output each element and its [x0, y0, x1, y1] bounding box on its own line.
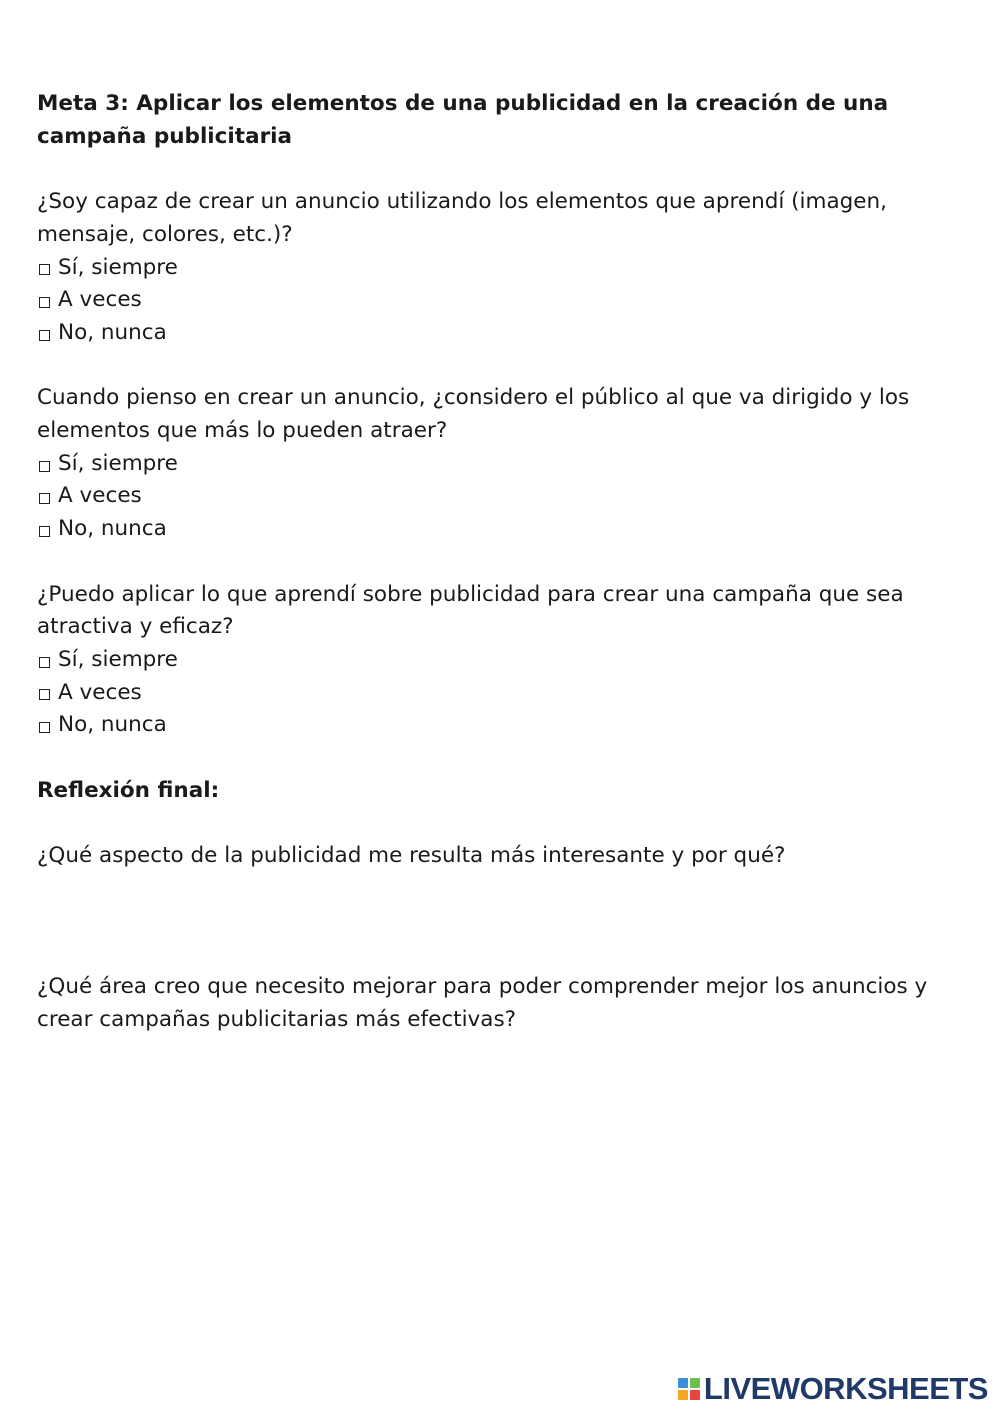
option-never[interactable] — [37, 709, 937, 742]
liveworksheets-logo-icon — [678, 1378, 700, 1400]
reflection-title: Reflexión final: — [37, 777, 220, 803]
option-label: Sí, siempre — [58, 254, 178, 280]
option-label: No, nunca — [58, 319, 167, 345]
checkbox-icon[interactable] — [39, 689, 50, 700]
checkbox-icon[interactable] — [39, 330, 50, 341]
checkbox-icon[interactable] — [39, 297, 50, 308]
option-always[interactable] — [37, 644, 937, 677]
open-question-1: ¿Qué aspecto de la publicidad me resulta más interesante y por qué? — [37, 843, 786, 869]
worksheet-page — [37, 88, 937, 1036]
answer-area-1[interactable] — [37, 873, 937, 971]
goal-heading: Meta 3: Aplicar los elementos de una publicidad en la creación de una campaña publicitaria — [37, 91, 889, 149]
logo-square — [678, 1378, 688, 1388]
option-label: A veces — [58, 483, 142, 509]
question-text: ¿Puedo aplicar lo que aprendí sobre publicidad para crear una campaña que sea atractiva y eficaz? — [37, 581, 904, 640]
option-label: No, nunca — [58, 712, 167, 738]
option-sometimes[interactable] — [37, 677, 937, 710]
checkbox-icon[interactable] — [39, 493, 50, 504]
option-sometimes[interactable] — [37, 480, 937, 513]
question-block-3 — [37, 579, 937, 743]
option-label: No, nunca — [58, 516, 167, 542]
checkbox-icon[interactable] — [39, 657, 50, 668]
option-label: Sí, siempre — [58, 646, 178, 672]
question-block-1 — [37, 186, 937, 350]
checkbox-icon[interactable] — [39, 526, 50, 537]
option-label: Sí, siempre — [58, 450, 178, 476]
logo-square — [678, 1390, 688, 1400]
option-always[interactable] — [37, 448, 937, 481]
option-sometimes[interactable] — [37, 284, 937, 317]
logo-text: LIVEWORKSHEETS — [703, 1371, 988, 1406]
option-label: A veces — [58, 287, 142, 313]
option-label: A veces — [58, 679, 142, 705]
checkbox-icon[interactable] — [39, 461, 50, 472]
question-text: Cuando pienso en crear un anuncio, ¿considero el público al que va dirigido y los elementos que más lo pueden atraer? — [37, 385, 910, 443]
logo-square — [690, 1390, 700, 1400]
option-never[interactable] — [37, 317, 937, 350]
option-always[interactable] — [37, 252, 937, 285]
open-question-2: ¿Qué área creo que necesito mejorar para poder comprender mejor los anuncios y crear campañas publicitarias más efectivas? — [37, 973, 928, 1032]
checkbox-icon[interactable] — [39, 264, 50, 275]
checkbox-icon[interactable] — [39, 722, 50, 733]
logo-square — [690, 1378, 700, 1388]
question-block-2 — [37, 382, 937, 546]
question-text: ¿Soy capaz de crear un anuncio utilizando los elementos que aprendí (imagen, mensaje, colores, etc.)? — [37, 189, 887, 247]
liveworksheets-logo — [678, 1371, 988, 1406]
option-never[interactable] — [37, 513, 937, 546]
